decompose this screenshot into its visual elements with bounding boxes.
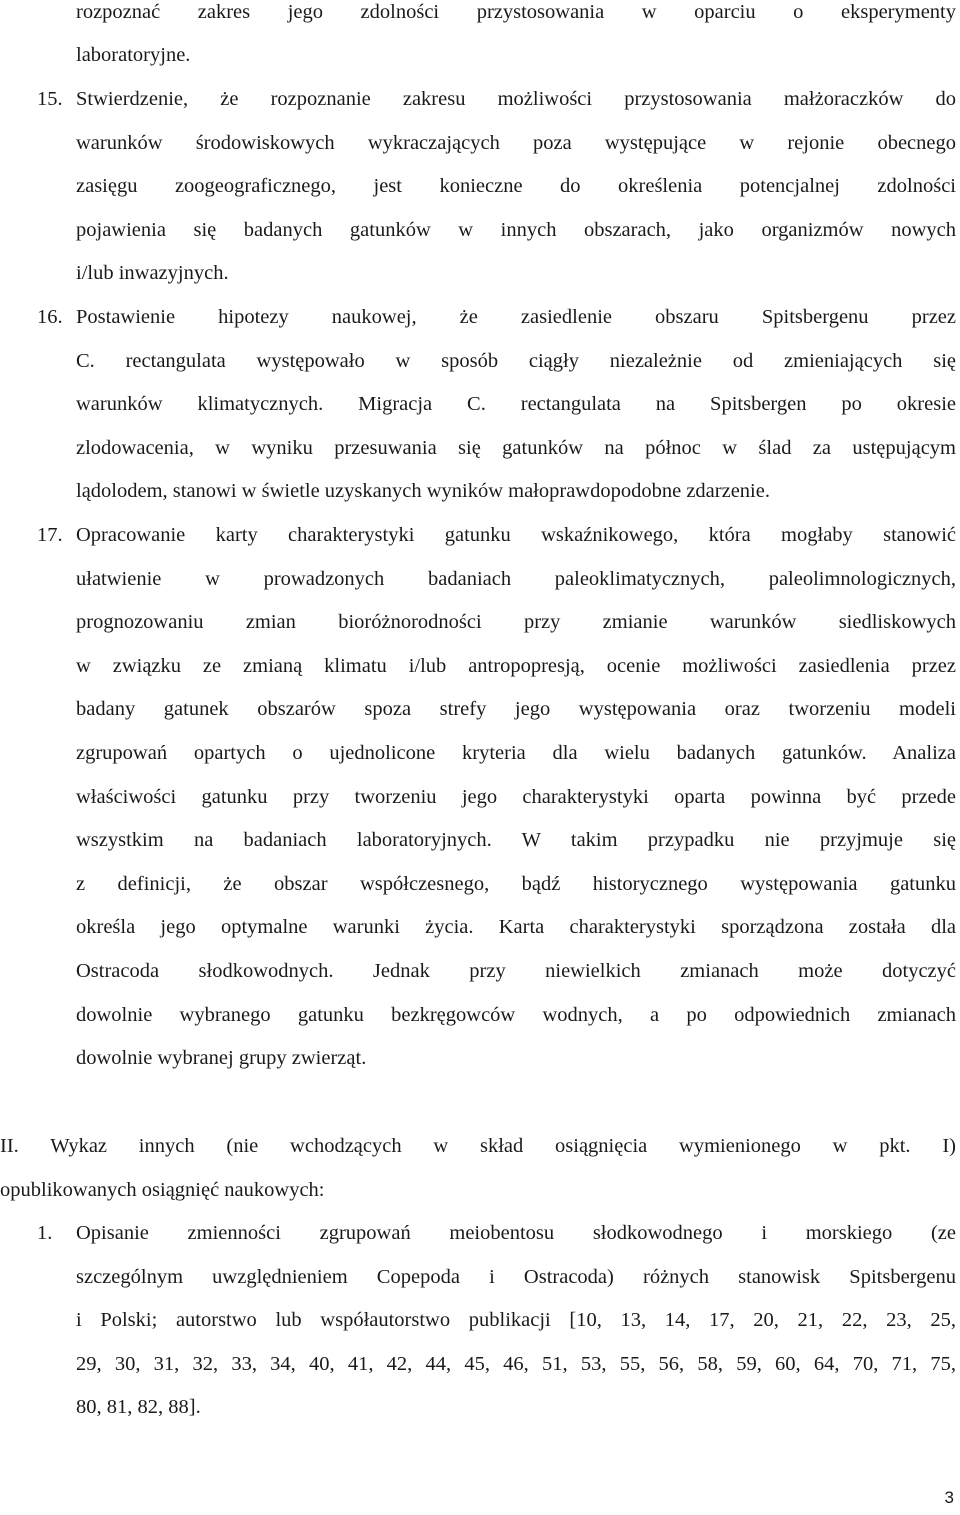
section-heading: opublikowanych osiągnięć naukowych: — [0, 1179, 325, 1201]
section-heading: II. Wykaz innych (nie wchodzących w skład osiągnięcia wymienionego w pkt. I) — [0, 1135, 956, 1157]
list-item-line: warunków środowiskowych wykraczających poza występujące w rejonie obecnego — [76, 132, 956, 154]
list-item-line: zlodowacenia, w wyniku przesuwania się gatunków na północ w ślad za ustępującym — [76, 437, 956, 459]
list-item-line: Stwierdzenie, że rozpoznanie zakresu możliwości przystosowania małżoraczków do — [76, 88, 956, 110]
list-item-line: szczególnym uwzględnieniem Copepoda i Ostracoda) różnych stanowisk Spitsbergenu — [76, 1266, 956, 1288]
list-item-line: pojawienia się badanych gatunków w innych obszarach, jako organizmów nowych — [76, 219, 956, 241]
list-item-number: 16. — [37, 306, 63, 328]
list-item-number: 1. — [37, 1222, 53, 1244]
list-item-line: 29, 30, 31, 32, 33, 34, 40, 41, 42, 44, 45, 46, 51, 53, 55, 56, 58, 59, 60, 64, 70, 71, 75, — [76, 1353, 956, 1375]
list-item-line: dowolnie wybranego gatunku bezkręgowców wodnych, a po odpowiednich zmianach — [76, 1004, 956, 1026]
list-item-line: prognozowaniu zmian bioróżnorodności przy zmianie warunków siedliskowych — [76, 611, 956, 633]
list-item-line: w związku ze zmianą klimatu i/lub antropopresją, ocenie możliwości zasiedlenia przez — [76, 655, 956, 677]
list-item-line: ułatwienie w prowadzonych badaniach paleoklimatycznych, paleolimnologicznych, — [76, 568, 956, 590]
list-item-line: badany gatunek obszarów spoza strefy jego występowania oraz tworzeniu modeli — [76, 698, 956, 720]
list-item-line: zgrupowań opartych o ujednolicone kryteria dla wielu badanych gatunków. Analiza — [76, 742, 956, 764]
list-item-line: lądolodem, stanowi w świetle uzyskanych wyników małoprawdopodobne zdarzenie. — [76, 480, 770, 502]
list-item-line: Postawienie hipotezy naukowej, że zasiedlenie obszaru Spitsbergenu przez — [76, 306, 956, 328]
list-item-line: Opisanie zmienności zgrupowań meiobentosu słodkowodnego i morskiego (ze — [76, 1222, 956, 1244]
continuation-line: laboratoryjne. — [76, 44, 191, 66]
list-item-line: Ostracoda słodkowodnych. Jednak przy niewielkich zmianach może dotyczyć — [76, 960, 956, 982]
list-item-line: zasięgu zoogeograficznego, jest konieczne do określenia potencjalnej zdolności — [76, 175, 956, 197]
list-item-line: 80, 81, 82, 88]. — [76, 1396, 201, 1418]
list-item-line: Opracowanie karty charakterystyki gatunku wskaźnikowego, która mogłaby stanowić — [76, 524, 956, 546]
continuation-line: rozpoznać zakres jego zdolności przystosowania w oparciu o eksperymenty — [76, 1, 956, 23]
list-item-line: i/lub inwazyjnych. — [76, 262, 229, 284]
list-item-line: i Polski; autorstwo lub współautorstwo publikacji [10, 13, 14, 17, 20, 21, 22, 23, 25, — [76, 1309, 956, 1331]
list-item-line: określa jego optymalne warunki życia. Karta charakterystyki sporządzona została dla — [76, 916, 956, 938]
list-item-number: 17. — [37, 524, 63, 546]
list-item-line: właściwości gatunku przy tworzeniu jego charakterystyki oparta powinna być przede — [76, 786, 956, 808]
list-item-line: z definicji, że obszar współczesnego, bądź historycznego występowania gatunku — [76, 873, 956, 895]
list-item-number: 15. — [37, 88, 63, 110]
list-item-line: dowolnie wybranej grupy zwierząt. — [76, 1047, 367, 1069]
list-item-line: wszystkim na badaniach laboratoryjnych. W takim przypadku nie przyjmuje się — [76, 829, 956, 851]
list-item-line: C. rectangulata występowało w sposób ciągły niezależnie od zmieniających się — [76, 350, 956, 372]
page-number: 3 — [944, 1488, 954, 1507]
list-item-line: warunków klimatycznych. Migracja C. rectangulata na Spitsbergen po okresie — [76, 393, 956, 415]
